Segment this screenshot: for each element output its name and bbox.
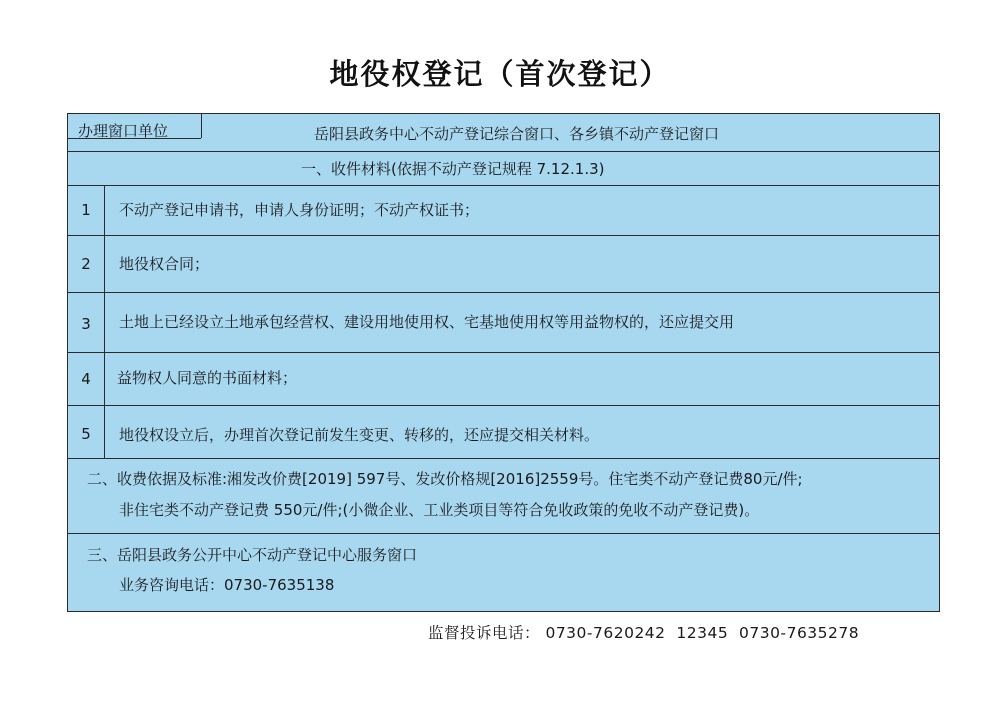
item-number: 4: [81, 370, 91, 388]
row-divider: [68, 151, 939, 152]
page-title: 地役权登记（首次登记）: [329, 57, 671, 91]
office-label-divider: [201, 114, 202, 138]
consult-phone: 业务咨询电话：0730-7635138: [119, 576, 335, 594]
row-divider: [68, 292, 939, 293]
office-label: 办理窗口单位: [78, 122, 169, 140]
item-number: 3: [81, 315, 91, 333]
office-value: 岳阳县政务中心不动产登记综合窗口、各乡镇不动产登记窗口: [314, 125, 720, 143]
material-item: 土地上已经设立土地承包经营权、建设用地使用权、宅基地使用权等用益物权的，还应提交用: [119, 313, 735, 331]
row-divider: [68, 533, 939, 534]
material-item: 地役权合同；: [119, 255, 210, 273]
row-divider: [68, 185, 939, 186]
row-divider: [68, 352, 939, 353]
item-number: 1: [81, 201, 91, 219]
fee-basis-line1: 二、收费依据及标准:湘发改价费[2019] 597号、发改价格规[2016]2559号。住宅类不动产登记费80元/件;: [87, 470, 803, 488]
material-item: 地役权设立后，办理首次登记前发生变更、转移的，还应提交相关材料。: [119, 426, 600, 444]
row-divider: [68, 405, 939, 406]
section1-heading: 一、收件材料(依据不动产登记规程 7.12.1.3): [301, 160, 605, 178]
office-label-underline: [68, 138, 201, 139]
material-item: 不动产登记申请书，申请人身份证明；不动产权证书；: [119, 201, 480, 219]
complaint-phone-label: 监督投诉电话：: [428, 624, 541, 642]
service-window: 三、岳阳县政务公开中心不动产登记中心服务窗口: [87, 546, 418, 564]
complaint-phone-footer: [428, 621, 859, 643]
item-number: 2: [81, 255, 91, 273]
registration-info-table: [67, 113, 940, 612]
row-divider: [68, 235, 939, 236]
number-column-divider: [104, 185, 105, 458]
fee-basis-line2: 非住宅类不动产登记费 550元/件;(小微企业、工业类项目等符合免收政策的免收不动产登记费)。: [119, 501, 760, 519]
item-number: 5: [81, 425, 91, 443]
complaint-phone-numbers: 0730-7620242 12345 0730-7635278: [545, 624, 860, 642]
row-divider: [68, 458, 939, 459]
material-item: 益物权人同意的书面材料；: [117, 369, 298, 387]
